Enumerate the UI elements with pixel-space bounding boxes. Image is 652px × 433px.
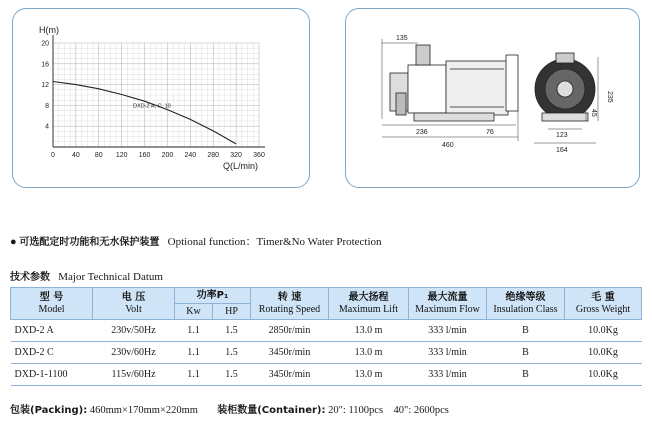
performance-chart	[13, 9, 311, 189]
cell-volt: 115v/60Hz	[93, 364, 175, 386]
optional-function-en: Optional function：Timer&No Water Protection	[167, 236, 382, 248]
cell-volt: 230v/50Hz	[93, 320, 175, 342]
cell-lift: 13.0 m	[329, 320, 409, 342]
x-axis-label: Q(L/min)	[223, 161, 259, 171]
x-tick-label: 40	[71, 152, 80, 159]
cell-flow: 333 l/min	[409, 320, 487, 342]
performance-chart-panel	[12, 8, 310, 188]
y-tick-label: 20	[41, 40, 49, 48]
container-label: 装柜数量(Container):	[217, 405, 326, 416]
y-tick-label: 12	[41, 82, 49, 90]
series-label: DXD-2 A, C, 10	[133, 103, 171, 110]
cell-volt: 230v/60Hz	[93, 342, 175, 364]
datum-cn: 技术参数	[10, 272, 50, 283]
header-volt: 电 压 Volt	[93, 288, 175, 320]
table-row	[11, 342, 642, 364]
dimension-drawing-panel	[345, 8, 640, 188]
header-flow: 最大流量 Maximum Flow	[409, 288, 487, 320]
cell-hp: 1.5	[213, 320, 251, 342]
dim-123: 123	[556, 132, 568, 139]
y-axis-label: H(m)	[39, 25, 59, 35]
cell-flow: 333 l/min	[409, 342, 487, 364]
cell-ins: B	[487, 342, 565, 364]
x-tick-label: 200	[161, 152, 174, 159]
header-kw: Kw	[175, 304, 213, 320]
dim-235: 235	[606, 91, 613, 103]
cell-model: DXD-1-1100	[11, 364, 93, 386]
x-tick-label: 320	[230, 152, 242, 159]
cell-ins: B	[487, 364, 565, 386]
optional-function-cn: 可选配定时功能和无水保护装置	[19, 237, 160, 248]
y-tick-label: 4	[45, 123, 49, 131]
header-weight: 毛 重 Gross Weight	[565, 288, 642, 320]
header-speed: 转 速 Rotating Speed	[251, 288, 329, 320]
technical-datum-heading	[10, 268, 163, 283]
packing-label: 包装(Packing):	[10, 405, 88, 416]
bullet-icon: ●	[10, 236, 17, 248]
pump-side-view	[390, 45, 518, 121]
header-power: 功率P₁	[175, 288, 251, 304]
cell-wt: 10.0Kg	[565, 364, 642, 386]
cell-hp: 1.5	[213, 364, 251, 386]
y-tick-label: 16	[41, 61, 49, 69]
cell-speed: 3450r/min	[251, 364, 329, 386]
header-hp: HP	[213, 304, 251, 320]
cell-speed: 3450r/min	[251, 342, 329, 364]
dim-45: 45	[590, 109, 597, 117]
cell-kw: 1.1	[175, 320, 213, 342]
dim-460: 460	[442, 142, 454, 149]
cell-kw: 1.1	[175, 364, 213, 386]
optional-function-line	[10, 233, 382, 249]
header-lift: 最大扬程 Maximum Lift	[329, 288, 409, 320]
cell-hp: 1.5	[213, 342, 251, 364]
x-tick-label: 0	[51, 152, 55, 159]
table-row	[11, 320, 642, 342]
dim-135: 135	[396, 35, 408, 42]
cell-lift: 13.0 m	[329, 342, 409, 364]
dim-76: 76	[486, 129, 494, 136]
cell-kw: 1.1	[175, 342, 213, 364]
cell-wt: 10.0Kg	[565, 320, 642, 342]
container-40: 40": 2600pcs	[393, 405, 449, 416]
x-tick-label: 360	[253, 152, 265, 159]
table-row	[11, 364, 642, 386]
x-tick-label: 80	[94, 152, 103, 159]
container-20: 20": 1100pcs	[328, 405, 384, 416]
dim-236: 236	[416, 129, 428, 136]
cell-ins: B	[487, 320, 565, 342]
cell-model: DXD-2 A	[11, 320, 93, 342]
x-tick-label: 240	[184, 152, 197, 159]
cell-flow: 333 l/min	[409, 364, 487, 386]
x-tick-label: 120	[115, 152, 128, 159]
spec-table	[10, 287, 642, 386]
cell-speed: 2850r/min	[251, 320, 329, 342]
dimension-drawing	[346, 9, 641, 189]
cell-wt: 10.0Kg	[565, 342, 642, 364]
x-tick-label: 280	[207, 152, 220, 159]
packing-line	[10, 401, 449, 416]
y-tick-label: 8	[45, 102, 49, 110]
dim-164: 164	[556, 147, 568, 154]
datum-en: Major Technical Datum	[58, 271, 163, 283]
header-model: 型 号 Model	[11, 288, 93, 320]
header-insulation: 绝缘等级 Insulation Class	[487, 288, 565, 320]
x-tick-label: 160	[138, 152, 151, 159]
cell-lift: 13.0 m	[329, 364, 409, 386]
packing-size: 460mm×170mm×220mm	[89, 405, 198, 416]
cell-model: DXD-2 C	[11, 342, 93, 364]
